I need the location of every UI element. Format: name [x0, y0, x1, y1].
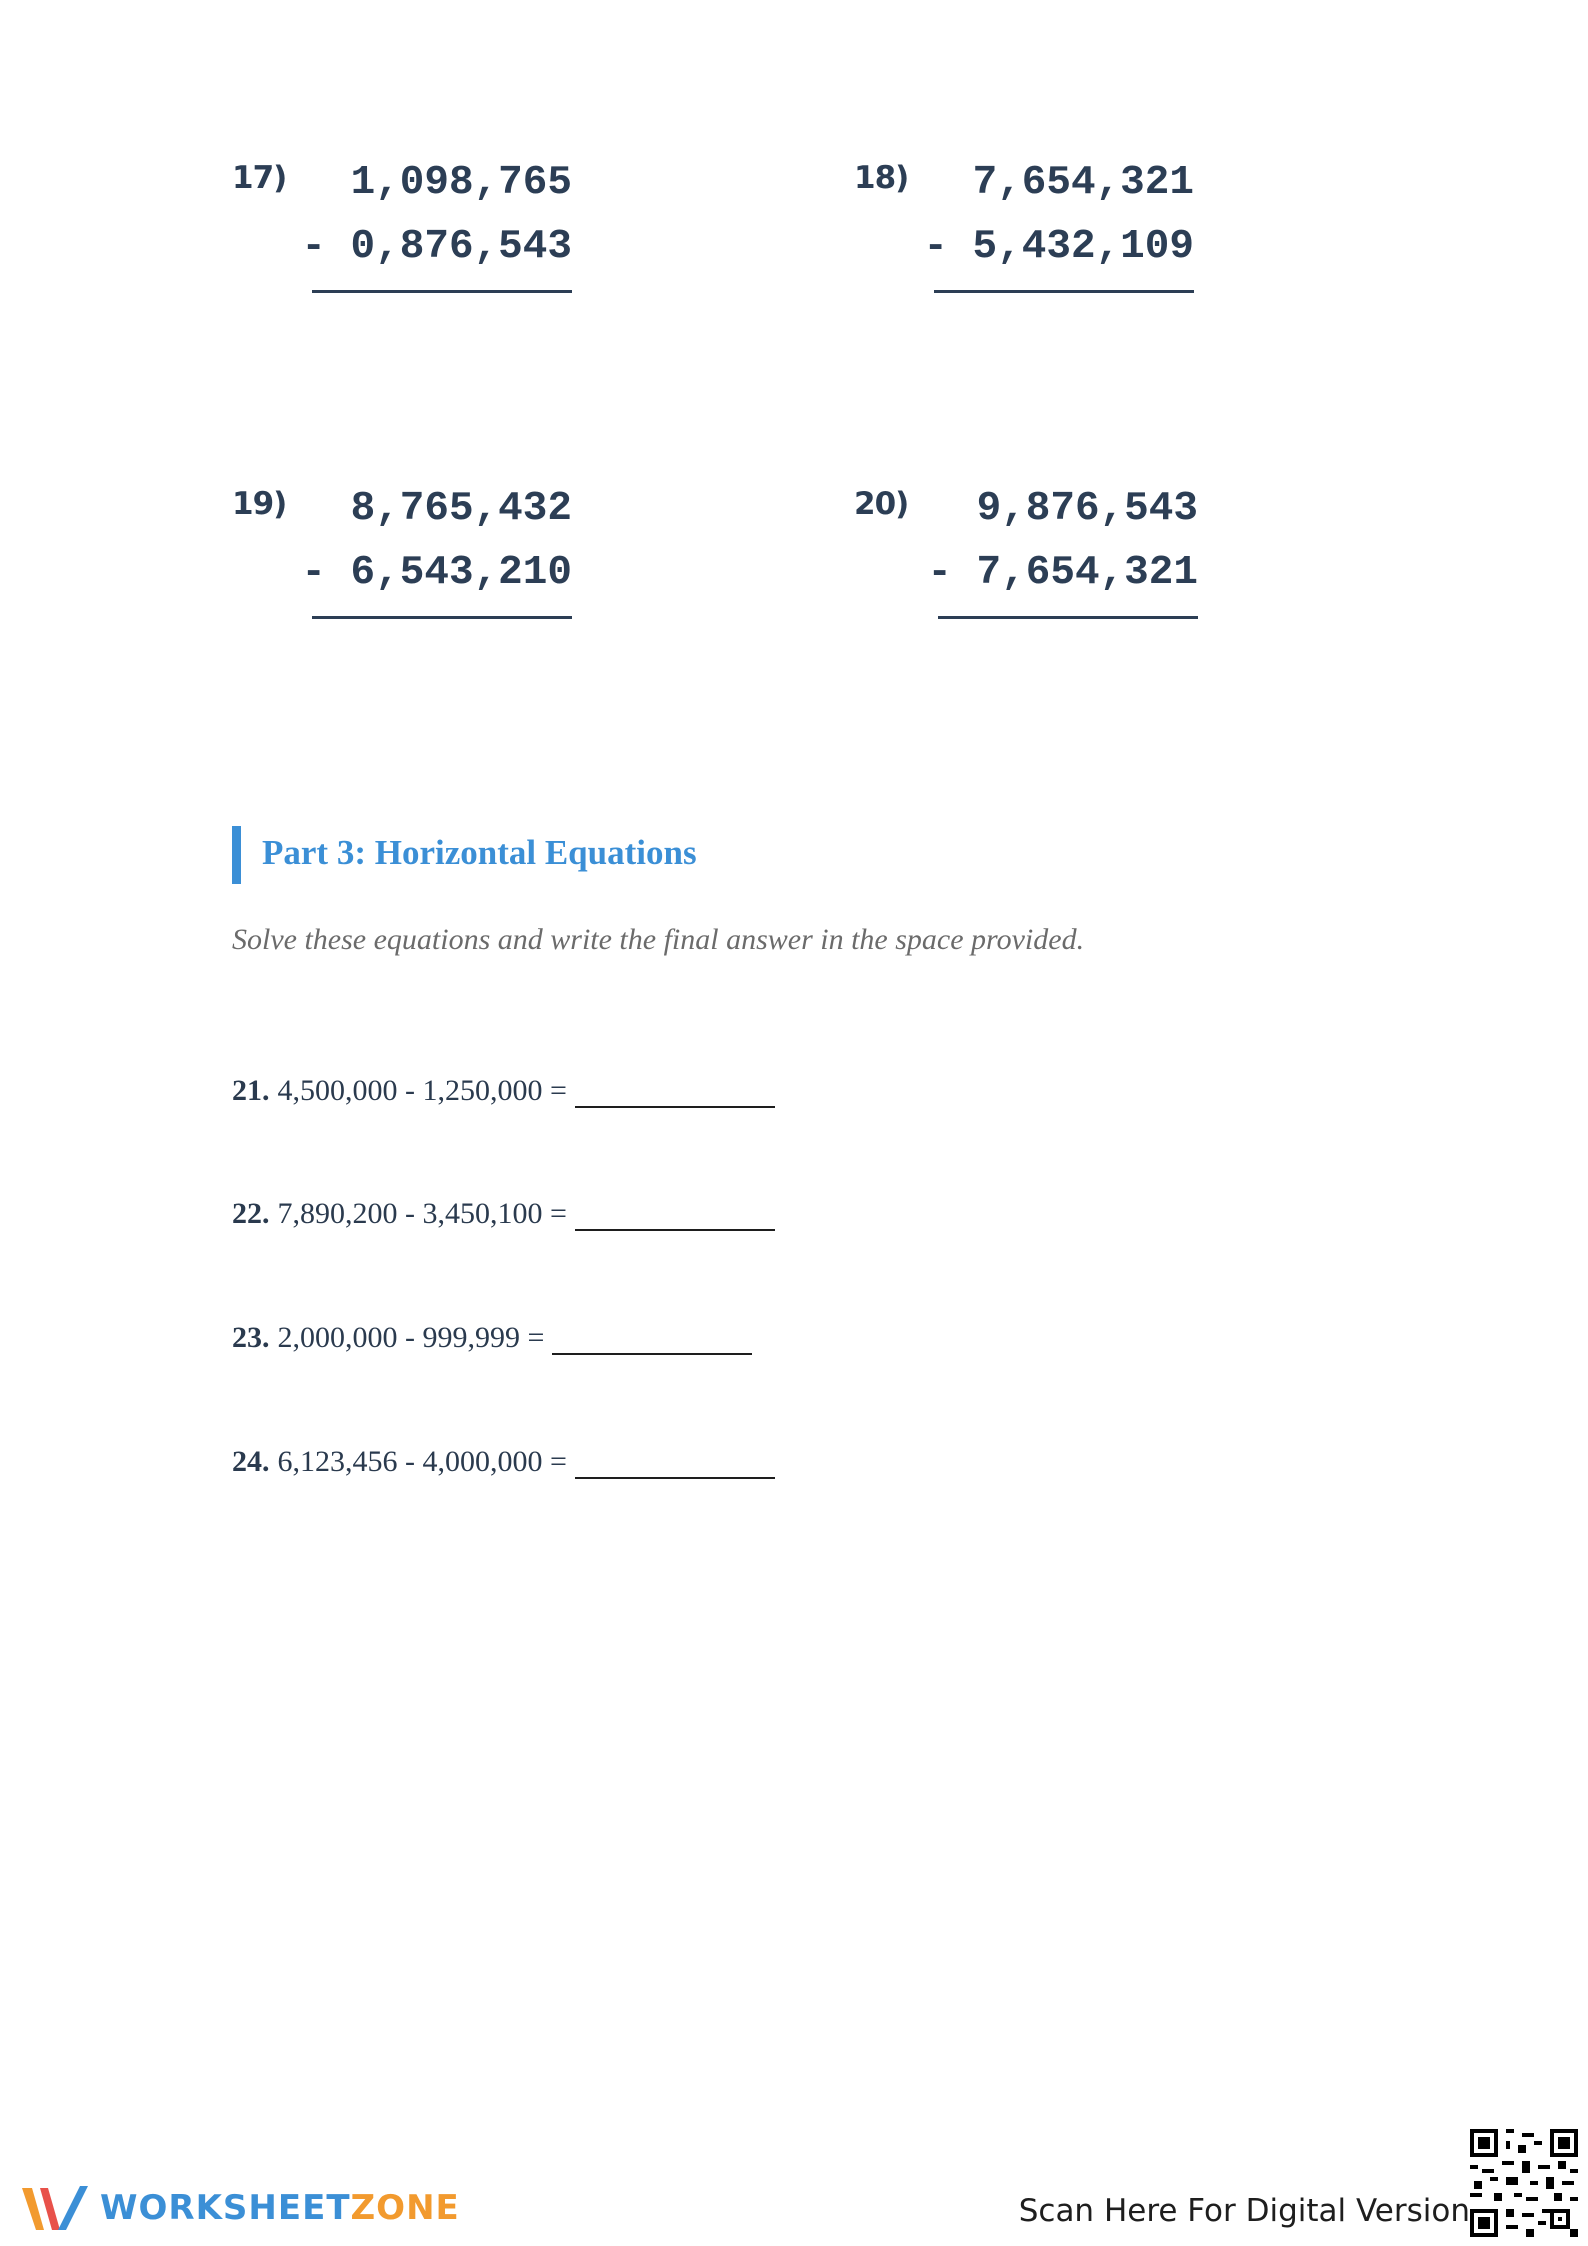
equation-number: 24.	[232, 1445, 270, 1478]
answer-blank[interactable]	[575, 1074, 775, 1108]
equation-number: 21.	[232, 1074, 270, 1107]
equation-number: 23.	[232, 1321, 270, 1354]
minuend: 7,654,321	[972, 160, 1194, 206]
problem-number: 19)	[232, 486, 287, 522]
problem-number: 17)	[232, 160, 287, 196]
equation-24	[232, 1445, 775, 1479]
answer-blank[interactable]	[552, 1321, 752, 1355]
equation-text: 6,123,456 - 4,000,000 =	[277, 1445, 567, 1478]
problem-18	[854, 160, 1194, 300]
problem-19	[232, 486, 572, 626]
answer-line	[312, 290, 572, 293]
section-instructions: Solve these equations and write the final answer in the space provided.	[232, 923, 1085, 956]
scan-label: Scan Here For Digital Version	[1018, 2193, 1470, 2229]
answer-line	[312, 616, 572, 619]
problem-17	[232, 160, 572, 300]
subtrahend: - 5,432,109	[923, 224, 1194, 270]
minuend: 8,765,432	[350, 486, 572, 532]
minuend: 9,876,543	[976, 486, 1198, 532]
brand-name: WORKSHEETZONE	[100, 2188, 460, 2228]
answer-blank[interactable]	[575, 1197, 775, 1231]
equation-22	[232, 1197, 775, 1231]
minuend: 1,098,765	[350, 160, 572, 206]
equation-text: 4,500,000 - 1,250,000 =	[277, 1074, 567, 1107]
equation-21	[232, 1074, 775, 1108]
equation-number: 22.	[232, 1197, 270, 1230]
equation-text: 7,890,200 - 3,450,100 =	[277, 1197, 567, 1230]
problem-number: 18)	[854, 160, 909, 196]
section-title: Part 3: Horizontal Equations	[262, 833, 697, 872]
worksheetzone-logo-icon	[18, 2180, 90, 2236]
qr-code-icon[interactable]	[1470, 2129, 1578, 2237]
answer-line	[938, 616, 1198, 619]
subtrahend: - 7,654,321	[927, 550, 1198, 596]
subtrahend: - 6,543,210	[301, 550, 572, 596]
equation-text: 2,000,000 - 999,999 =	[277, 1321, 545, 1354]
equation-23	[232, 1321, 752, 1355]
problem-20	[854, 486, 1198, 626]
problem-number: 20)	[854, 486, 909, 522]
footer-logo	[18, 2180, 460, 2236]
answer-line	[934, 290, 1194, 293]
section-accent-bar	[232, 826, 241, 884]
subtrahend: - 0,876,543	[301, 224, 572, 270]
answer-blank[interactable]	[575, 1445, 775, 1479]
